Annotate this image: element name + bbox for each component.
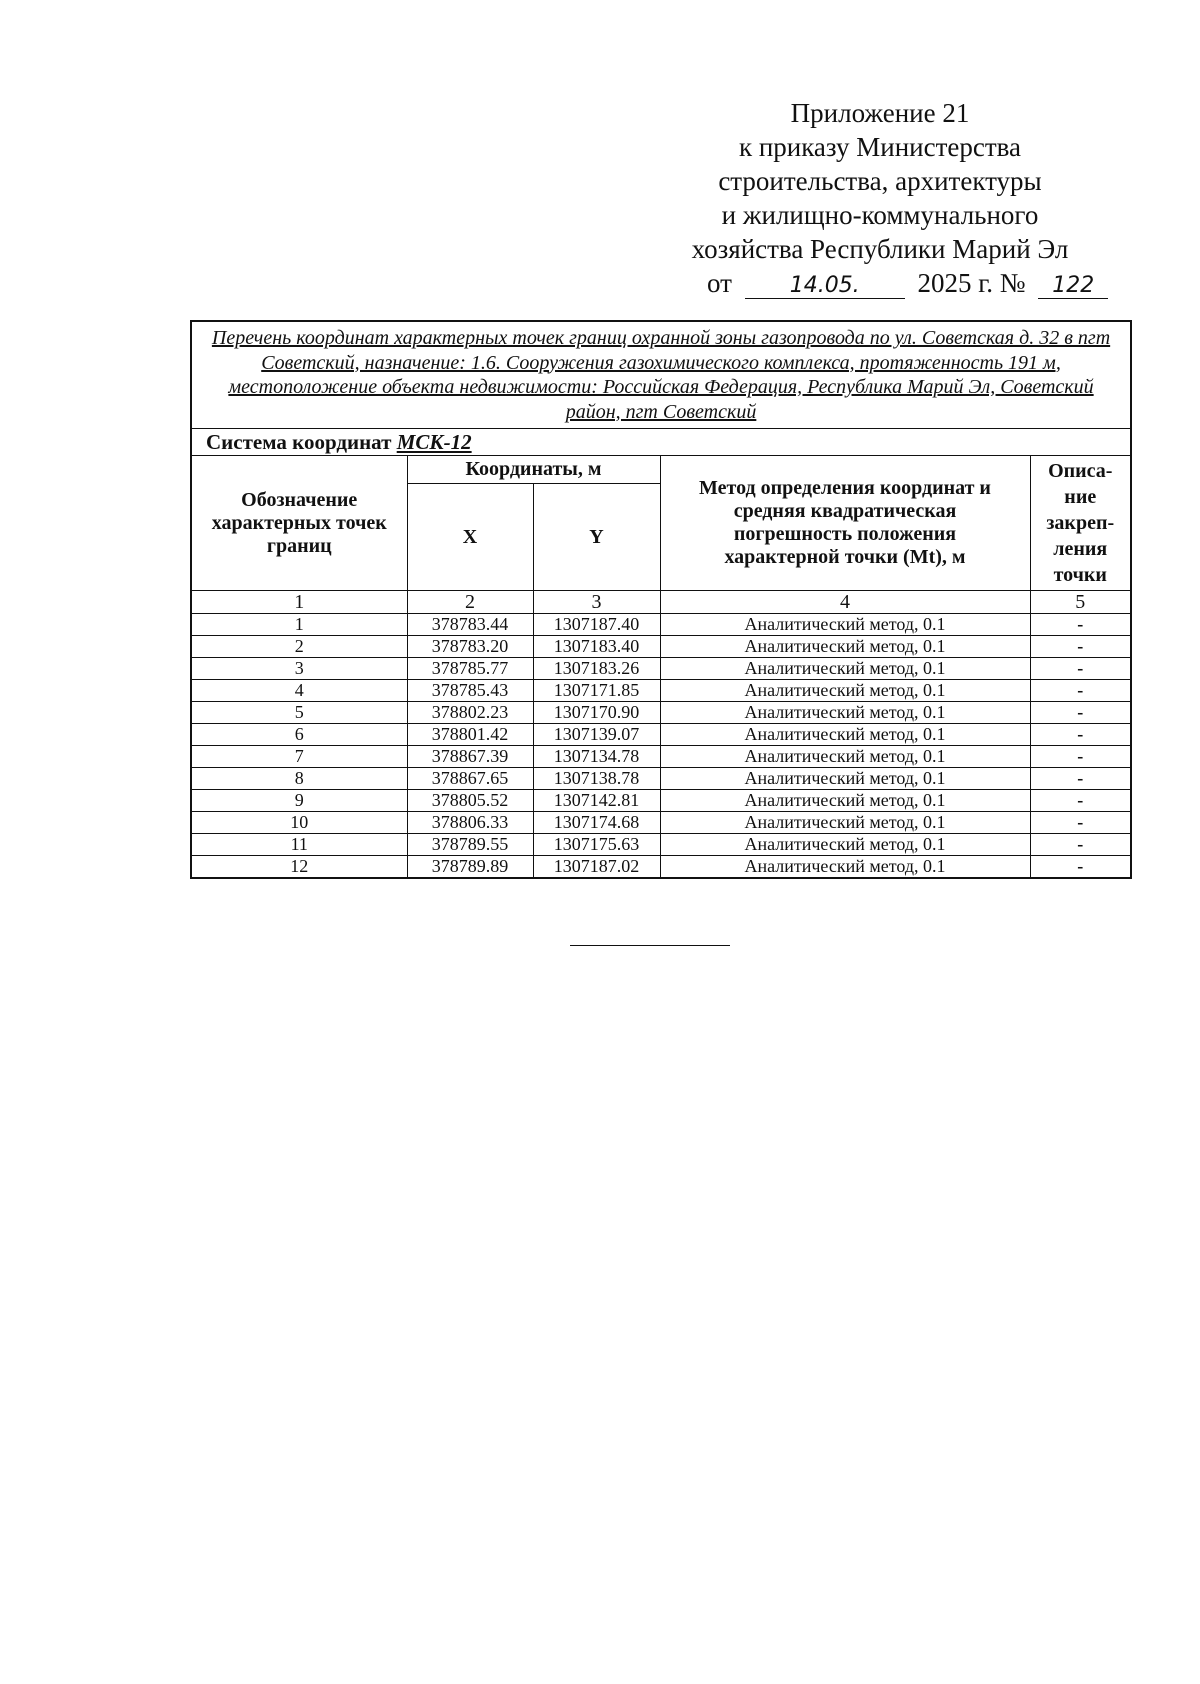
cell-description: - [1030,614,1131,636]
cell-description: - [1030,790,1131,812]
table-row [191,636,1131,658]
table-row [191,658,1131,680]
coordinate-system [191,429,1131,456]
appendix-header [650,96,1110,300]
cell-x: 378802.23 [407,702,533,724]
appendix-line: к приказу Министерства [738,132,1022,162]
order-date-line [650,266,1110,300]
coordinate-system-label: Система координат [206,430,392,454]
table-row [191,746,1131,768]
cell-x: 378783.20 [407,636,533,658]
cell-x: 378783.44 [407,614,533,636]
cell-description: - [1030,702,1131,724]
cell-method: Аналитический метод, 0.1 [660,768,1030,790]
cell-method: Аналитический метод, 0.1 [660,702,1030,724]
cell-description: - [1030,680,1131,702]
cell-description: - [1030,724,1131,746]
cell-method: Аналитический метод, 0.1 [660,834,1030,856]
cell-y: 1307134.78 [533,746,660,768]
column-number: 5 [1030,591,1131,614]
cell-point: 11 [191,834,407,856]
cell-x: 378806.33 [407,812,533,834]
cell-description: - [1030,812,1131,834]
cell-x: 378789.89 [407,856,533,879]
cell-point: 9 [191,790,407,812]
cell-method: Аналитический метод, 0.1 [660,790,1030,812]
cell-y: 1307187.40 [533,614,660,636]
cell-point: 2 [191,636,407,658]
cell-method: Аналитический метод, 0.1 [660,614,1030,636]
cell-y: 1307138.78 [533,768,660,790]
cell-y: 1307183.26 [533,658,660,680]
table-row [191,680,1131,702]
header-method: Метод определения координат и средняя квадратическая погрешность положения характерной точки (Mt), м [660,456,1030,591]
cell-description: - [1030,636,1131,658]
appendix-line: хозяйства Республики Марий Эл [691,234,1069,264]
cell-description: - [1030,746,1131,768]
column-number: 1 [191,591,407,614]
cell-point: 8 [191,768,407,790]
table-caption: Перечень координат характерных точек границ охранной зоны газопровода по ул. Советская д. 32 в пгт Советский, назначение: 1.6. Сооружения газохимического комплекса, протяженность 191 м, местоположение объекта недвижимости: Российская Федерация, Республика Марий Эл, Советский район, пгт Советский [191,321,1131,429]
table-body [191,614,1131,879]
table-row [191,614,1131,636]
cell-point: 5 [191,702,407,724]
appendix-title: Приложение 21 [790,98,970,128]
cell-x: 378867.39 [407,746,533,768]
cell-y: 1307170.90 [533,702,660,724]
date-prefix: от [707,268,732,298]
cell-y: 1307174.68 [533,812,660,834]
cell-y: 1307142.81 [533,790,660,812]
appendix-line: и жилищно-коммунального [721,200,1039,230]
table-row [191,768,1131,790]
table-row [191,790,1131,812]
header-description: Описа-ние закреп-ления точки [1030,456,1131,591]
year-text: 2025 г. № [917,268,1026,298]
header-y: Y [533,484,660,591]
cell-x: 378789.55 [407,834,533,856]
table-row [191,856,1131,879]
column-number: 4 [660,591,1030,614]
cell-y: 1307139.07 [533,724,660,746]
header-coordinates: Координаты, м [407,456,660,484]
cell-y: 1307175.63 [533,834,660,856]
cell-x: 378867.65 [407,768,533,790]
cell-point: 12 [191,856,407,879]
appendix-line: строительства, архитектуры [718,166,1042,196]
column-number: 2 [407,591,533,614]
cell-description: - [1030,856,1131,879]
cell-point: 7 [191,746,407,768]
cell-point: 3 [191,658,407,680]
cell-y: 1307183.40 [533,636,660,658]
coordinate-system-value: МСК-12 [396,430,472,454]
table-row [191,812,1131,834]
cell-method: Аналитический метод, 0.1 [660,812,1030,834]
cell-method: Аналитический метод, 0.1 [660,680,1030,702]
header-x: X [407,484,533,591]
cell-x: 378785.43 [407,680,533,702]
cell-point: 6 [191,724,407,746]
cell-description: - [1030,658,1131,680]
handwritten-date: 14.05. [745,274,905,299]
cell-description: - [1030,768,1131,790]
cell-point: 1 [191,614,407,636]
cell-method: Аналитический метод, 0.1 [660,746,1030,768]
cell-x: 378785.77 [407,658,533,680]
cell-x: 378801.42 [407,724,533,746]
header-point: Обозначение характерных точек границ [191,456,407,591]
cell-description: - [1030,834,1131,856]
cell-x: 378805.52 [407,790,533,812]
cell-point: 4 [191,680,407,702]
coordinates-table [190,320,1132,879]
table-row [191,702,1131,724]
cell-method: Аналитический метод, 0.1 [660,724,1030,746]
table-row [191,724,1131,746]
table-row [191,834,1131,856]
column-number-row [191,591,1131,614]
cell-method: Аналитический метод, 0.1 [660,856,1030,879]
cell-method: Аналитический метод, 0.1 [660,636,1030,658]
end-of-document-rule [570,945,730,946]
handwritten-order-number: 122 [1038,274,1108,299]
cell-method: Аналитический метод, 0.1 [660,658,1030,680]
cell-y: 1307171.85 [533,680,660,702]
column-number: 3 [533,591,660,614]
cell-point: 10 [191,812,407,834]
cell-y: 1307187.02 [533,856,660,879]
